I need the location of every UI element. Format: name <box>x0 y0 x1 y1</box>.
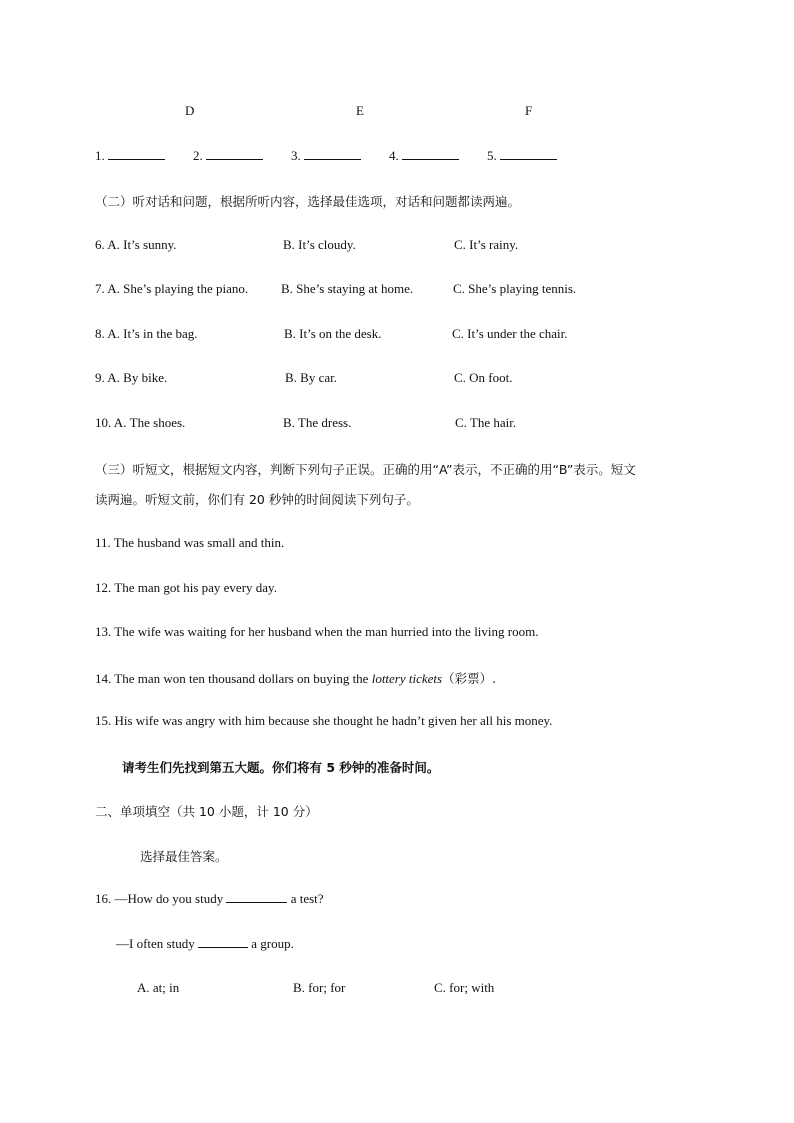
statement-14-text: 14. The man won ten thousand dollars on buying the <box>95 671 372 686</box>
question-8 <box>95 326 198 342</box>
question-10-option-c[interactable]: C. The hair. <box>455 415 517 430</box>
question-16-response-end: a group. <box>247 936 294 951</box>
blank-number: 5. <box>487 148 497 163</box>
question-6-option-b[interactable]: B. It’s cloudy. <box>283 237 356 252</box>
answer-blank-1[interactable] <box>95 148 165 164</box>
blank-line <box>108 148 165 160</box>
question-number: 7. A. <box>95 281 120 296</box>
question-10-option-b[interactable]: B. The dress. <box>283 415 352 430</box>
section3-heading-line1: （三）听短文，根据短文内容，判断下列句子正误。正确的用“A”表示，不正确的用“B”表示。短文 <box>95 462 636 477</box>
question-9-option-b[interactable]: B. By car. <box>285 370 337 385</box>
blank-number: 4. <box>389 148 399 163</box>
question-number: 8. A. <box>95 326 120 341</box>
preparation-notice: 请考生们先找到第五大题。你们将有 5 秒钟的准备时间。 <box>122 760 440 775</box>
question-number: 6. A. <box>95 237 120 252</box>
question-16 <box>95 891 324 907</box>
blank-number: 3. <box>291 148 301 163</box>
question-number: 10. A. <box>95 415 127 430</box>
option-a[interactable]: It’s sunny. <box>123 237 177 252</box>
question-number: 9. A. <box>95 370 120 385</box>
question-7-option-c[interactable]: C. She’s playing tennis. <box>453 281 577 296</box>
blank-number: 2. <box>193 148 203 163</box>
part2-heading: 二、单项填空（共 10 小题，计 10 分） <box>95 804 318 819</box>
statement-11: 11. The husband was small and thin. <box>95 535 285 550</box>
question-9 <box>95 370 167 386</box>
answer-blank-5[interactable] <box>487 148 557 164</box>
answer-blank-4[interactable] <box>389 148 459 164</box>
question-16-option-c[interactable]: C. for; with <box>434 980 495 995</box>
blank-line <box>206 148 263 160</box>
answer-blank-3[interactable] <box>291 148 361 164</box>
blank-line <box>402 148 459 160</box>
picture-label-d: D <box>185 103 195 118</box>
question-16-option-b[interactable]: B. for; for <box>293 980 346 995</box>
blank-number: 1. <box>95 148 105 163</box>
statement-14-gloss: （彩票）. <box>442 671 497 686</box>
question-10 <box>95 415 185 431</box>
option-a[interactable]: The shoes. <box>129 415 186 430</box>
question-8-option-c[interactable]: C. It’s under the chair. <box>452 326 568 341</box>
statement-14 <box>95 669 496 687</box>
section2-heading: （二）听对话和问题，根据所听内容，选择最佳选项，对话和问题都读两遍。 <box>95 194 521 209</box>
question-7-option-b[interactable]: B. She’s staying at home. <box>281 281 414 296</box>
question-6-option-c[interactable]: C. It’s rainy. <box>454 237 519 252</box>
question-16-blank-1[interactable] <box>226 891 287 903</box>
blank-line <box>500 148 557 160</box>
statement-12: 12. The man got his pay every day. <box>95 580 277 595</box>
question-16-prompt: 16. —How do you study <box>95 891 227 906</box>
question-16-option-a[interactable]: A. at; in <box>137 980 180 995</box>
option-a[interactable]: By bike. <box>123 370 168 385</box>
question-16-prompt-end: a test? <box>287 891 324 906</box>
question-9-option-c[interactable]: C. On foot. <box>454 370 513 385</box>
statement-14-italic-term: lottery tickets <box>371 671 443 686</box>
question-16-response <box>116 936 294 952</box>
part2-instruction: 选择最佳答案。 <box>140 849 228 864</box>
question-7 <box>95 281 248 297</box>
blank-line <box>304 148 361 160</box>
option-a[interactable]: It’s in the bag. <box>123 326 198 341</box>
section3-heading-line2: 读两遍。听短文前，你们有 20 秒钟的时间阅读下列句子。 <box>95 492 419 507</box>
answer-blank-2[interactable] <box>193 148 263 164</box>
picture-label-e: E <box>356 103 364 118</box>
question-16-response-text: —I often study <box>116 936 198 951</box>
statement-15: 15. His wife was angry with him because she thought he hadn’t given her all his money. <box>95 713 553 728</box>
question-8-option-b[interactable]: B. It’s on the desk. <box>284 326 382 341</box>
picture-label-f: F <box>525 103 533 118</box>
question-16-blank-2[interactable] <box>198 936 248 948</box>
question-6 <box>95 237 177 253</box>
statement-13: 13. The wife was waiting for her husband when the man hurried into the living room. <box>95 624 539 639</box>
option-a[interactable]: She’s playing the piano. <box>123 281 249 296</box>
